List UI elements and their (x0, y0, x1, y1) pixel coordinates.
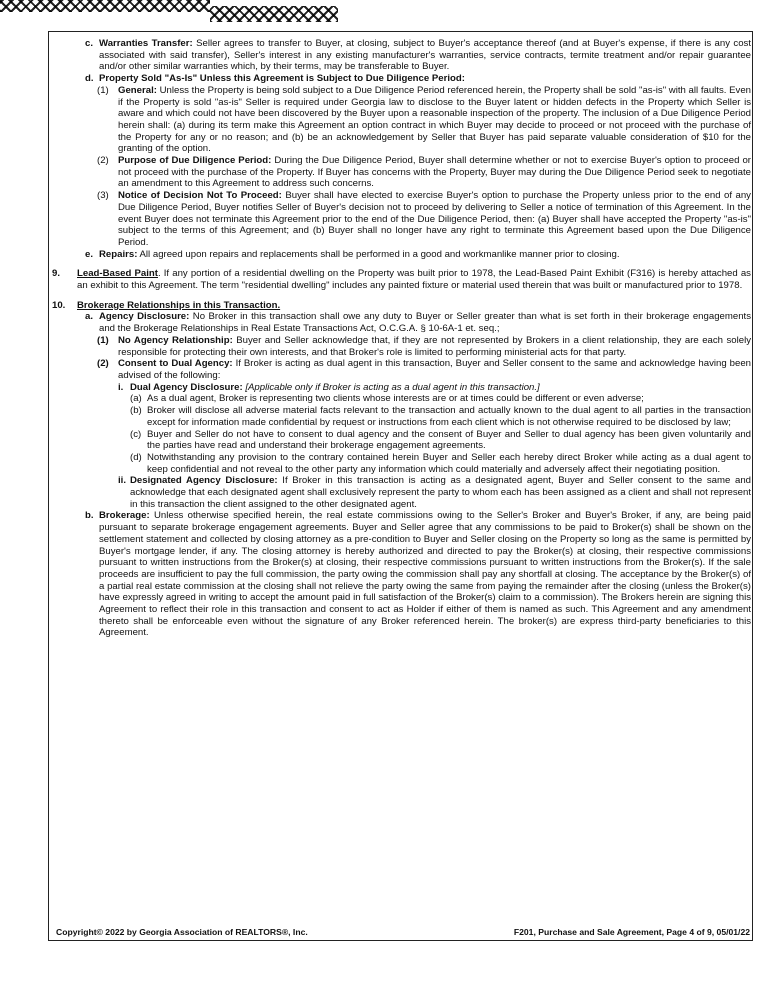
clause-title: Warranties Transfer: (99, 38, 193, 49)
clause-i-a: (a) As a dual agent, Broker is representing two clients whose interests are or at times could be different or even adverse; (52, 393, 751, 405)
document-body (52, 38, 751, 639)
clause-a2-dual-agency: (2) Consent to Dual Agency: If Broker is acting as dual agent in this transaction, Buyer and Seller consent to the same and acknowledge having been advised of the following: (97, 358, 751, 381)
redaction-hatch-left (0, 0, 210, 12)
redaction-hatch-right (210, 6, 338, 22)
section-title: Brokerage Relationships in this Transaction. (77, 299, 281, 311)
clause-title: Designated Agency Disclosure: (130, 475, 278, 487)
clause-i-d: (d) Notwithstanding any provision to the contrary contained herein Buyer and Seller each hereby direct Broker while acting as a dual agent to keep confidential and not reveal to the other party any information which could materially and adversely affect their negotiating position. (130, 451, 751, 475)
clause-title: Brokerage: (99, 510, 150, 522)
section-text: . If any portion of a residential dwelling on the Property was built prior to 1978, the Lead-Based Paint Exhibit (F316) is hereby attached as an exhibit to this Agreement. The term "residential dwelling" includes any painted fixture or material used therein that was built or manufactured prior to 1978. (77, 268, 751, 292)
redaction-bar (0, 0, 210, 22)
clause-a1-no-agency: (1) No Agency Relationship: Buyer and Seller acknowledge that, if they are not represented by Brokers in a client relationship, they are each solely responsible for protecting their own interests, and that Broker's role is limited to performing ministerial acts for that party. (97, 334, 752, 358)
page-footer (56, 927, 750, 937)
clause-i-b: (b) Broker will disclose all adverse material facts relevant to the transaction and actually known to the dual agent to all parties in the transaction except for information made confidential by request or instructions from each client which is not otherwise required to be disclosed by law; (130, 405, 751, 428)
clause-text: During the Due Diligence Period, Buyer shall determine whether or not to exercise Buyer's option to proceed or not proceed with the purchase of the Property. If Buyer has concerns with the Property, Buyer may during the Due Diligence Period seek to negotiate an amendment to this Agreement to address such concerns. (118, 155, 751, 190)
clause-title: No Agency Relationship: (118, 334, 233, 346)
clause-note: [Applicable only if Broker is acting as a dual agent in this transaction.] (242, 381, 540, 393)
footer-form-id: F201, Purchase and Sale Agreement, Page 4 of 9, 05/01/22 (513, 927, 750, 937)
clause-text: Unless otherwise specified herein, the real estate commissions owing to the Seller's Broker and Buyer's Broker, if any, are being paid pursuant to separate brokerage engagement agreements. Buyer and Seller agree that any commissions to be paid to Broker(s) shall be shown on the settlement statement and collected by closing attorney as a pre-condition to Buyer and Seller closing on the Property so long as the same is permitted by Buyer's mortgage lender, if any. The closing attorney is hereby authorized and directed to pay the Broker(s) at closing, their respective commissions pursuant to written instructions from the Broker(s) at closing, their respective commissions pursuant to written instructions from the Broker(s). If the sale proceeds are insufficient to pay the full commission, the party owing the commission shall pay any shortfall at closing. The acceptance by the Broker(s) of a partial real estate commission at the closing shall not relieve the party owing the same from paying the remainder after the closing (unless the Broker(s) have expressly agreed in writing to accept the amount paid in full satisfaction of the Broker(s) claim to a commission). The Brokers herein are signing this Agreement to reflect their role in this transaction and consent to act as Holder if either of them is named as such. This Agreement and any amendment thereto shall be enforceable even without the signature of any Broker referenced herein. The broker(s) are express third-party beneficiaries to this Agreement. (99, 510, 751, 639)
clause-title: Repairs: (99, 248, 138, 260)
section-title: Lead-Based Paint (77, 268, 158, 280)
footer-copyright: Copyright© 2022 by Georgia Association of REALTORS®, Inc. (56, 927, 308, 937)
clause-text: If Broker is acting as dual agent in this transaction, Buyer and Seller consent to the same and acknowledge having been advised of the following: (118, 358, 751, 381)
clause-text: As a dual agent, Broker is representing two clients whose interests are or at times could be different or even adverse; (147, 393, 644, 405)
clause-a-agency: a. Agency Disclosure: No Broker in this transaction shall owe any duty to Buyer or Seller greater than what is set forth in their brokerage engagements and the Brokerage Relationships in Real Estate Transactions Act, O.C.G.A. § 10-6A-1 et. seq.; (85, 311, 751, 335)
clause-text: Buyer and Seller do not have to consent to dual agency and the consent of Buyer and Seller to dual agency has been given voluntarily and the parties have read and understand their brokerage engagement agreements. (147, 428, 751, 452)
clause-i-c: (c) Buyer and Seller do not have to consent to dual agency and the consent of Buyer and Seller to dual agency has been given voluntarily and the parties have read and understand their brokerage engagement agreements. (130, 428, 751, 452)
clause-text: Seller agrees to transfer to Buyer, at closing, subject to Buyer's acceptance thereof (and at Buyer's expense, if there is any cost associated with said transfer), Seller's interest in any existing manufacturer's warranties, service contracts, termite treatment and/or repair guarantee and/or other similar warranties which, by their terms, may be transferable to Buyer. (99, 38, 751, 73)
clause-title: Agency Disclosure: (99, 311, 190, 323)
clause-text: Broker will disclose all adverse material facts relevant to the transaction and actually known to the dual agent to all parties in the transaction except for information made confidential by request or instructions from each client which is not otherwise required to be disclosed by law; (147, 405, 751, 428)
clause-d1-general: (1) General: Unless the Property is being sold subject to a Due Diligence Period referenced herein, the Property shall be sold "as-is" with all faults. Even if the Property is sold "as-is" Seller is required under Georgia law to disclose to the Buyer latent or hidden defects in the Property which Seller is aware and which could not have been discovered by the Buyer upon a reasonable inspection of the property. The inclusion of a Due Diligence Period herein shall: (a) during its term make this Agreement an option contract in which Buyer may decide to proceed or not proceed with the purchase of the Property for any or no reason; and (b) be an acknowledgement by Seller that Buyer has paid separate valuable consideration of $10 for the granting of the option. (97, 84, 751, 155)
clause-text: Buyer and Seller acknowledge that, if they are not represented by Brokers in a client relationship, they are each solely responsible for protecting their own interests, and that Broker's role is limited to performing ministerial acts for that party. (118, 334, 752, 358)
section-10-brokerage: 10. Brokerage Relationships in this Transaction. (52, 299, 281, 311)
clause-i-dual-disclosure: i. Dual Agency Disclosure: [Applicable only if Broker is acting as a dual agent in this transaction.] (118, 381, 540, 393)
clause-text: Buyer shall have elected to exercise Buyer's option to purchase the Property unless prior to the end of any Due Diligence Period, Buyer notifies Seller of Buyer's decision not to proceed by delivering to Seller a notice of termination of this Agreement. In the event Buyer does not terminate this Agreement prior to the end of the Due Diligence Period, then: (a) Buyer shall have accepted the Property "as-is" subject to the terms of this Agreement; and (b) Buyer shall no longer have any right to terminate this Agreement based upon the Due Diligence Period. (118, 190, 751, 248)
clause-text: No Broker in this transaction shall owe any duty to Buyer or Seller greater than what is set forth in their brokerage engagements and the Brokerage Relationships in Real Estate Transactions Act, O.C.G.A. § 10-6A-1 et. seq.; (99, 311, 751, 335)
clause-title: Property Sold "As-Is" Unless this Agreement is Subject to Due Diligence Period: (99, 73, 465, 85)
clause-text: All agreed upon repairs and replacements shall be performed in a good and workmanlike manner prior to closing. (137, 248, 620, 260)
clause-text: If Broker in this transaction is acting as a designated agent, Buyer and Seller consent to the same and acknowledge that each designated agent shall exclusively represent the party to whom each has been assigned as a client and shall not represent in this transaction the client assigned to the other designated agent. (130, 475, 752, 510)
clause-title: Consent to Dual Agency: (118, 358, 233, 370)
clause-title: Purpose of Due Diligence Period: (118, 155, 272, 167)
clause-title: General: (118, 84, 157, 96)
clause-d-as-is: d. Property Sold "As-Is" Unless this Agreement is Subject to Due Diligence Period: (85, 73, 465, 85)
section-9-lead-paint: 9. Lead-Based Paint. If any portion of a residential dwelling on the Property was built prior to 1978, the Lead-Based Paint Exhibit (F316) is hereby attached as an exhibit to this Agreement. The term "residential dwelling" includes any painted fixture or material used therein that was built or manufactured prior to 1978. (52, 268, 751, 292)
clause-text: Notwithstanding any provision to the contrary contained herein Buyer and Seller each hereby direct Broker while acting as a dual agent to keep confidential and not reveal to the other party any information which could materially and adversely affect their negotiating position. (147, 451, 751, 475)
clause-d3-notice: (3) Notice of Decision Not To Proceed: Buyer shall have elected to exercise Buyer's option to purchase the Property unless prior to the end of any Due Diligence Period, Buyer notifies Seller of Buyer's decision not to proceed by delivering to Seller a notice of termination of this Agreement. In the event Buyer does not terminate this Agreement prior to the end of the Due Diligence Period, then: (a) Buyer shall have accepted the Property "as-is" subject to the terms of this Agreement; and (b) Buyer shall no longer have any right to terminate this Agreement based upon the Due Diligence Period. (97, 190, 751, 248)
clause-ii-designated: ii. Designated Agency Disclosure: If Broker in this transaction is acting as a designated agent, Buyer and Seller consent to the same and acknowledge that each designated agent shall exclusively represent the party to whom each has been assigned as a client and shall not represent in this transaction the client assigned to the other designated agent. (118, 475, 752, 510)
clause-c-warranties: c. Warranties Transfer: Seller agrees to transfer to Buyer, at closing, subject to Buyer's acceptance thereof (and at Buyer's expense, if there is any cost associated with said transfer), Seller's interest in any existing manufacturer's warranties, service contracts, termite treatment and/or repair guarantee and/or other similar warranties which, by their terms, may be transferable to Buyer. (85, 38, 751, 73)
clause-d2-purpose: (2) Purpose of Due Diligence Period: During the Due Diligence Period, Buyer shall determine whether or not to exercise Buyer's option to proceed or not proceed with the purchase of the Property. If Buyer has concerns with the Property, Buyer may during the Due Diligence Period seek to negotiate an amendment to this Agreement to address such concerns. (97, 155, 751, 190)
clause-title: Dual Agency Disclosure: (130, 381, 243, 393)
clause-e-repairs: e. Repairs: All agreed upon repairs and replacements shall be performed in a good and workmanlike manner prior to closing. (85, 248, 620, 260)
clause-b-brokerage: b. Brokerage: Unless otherwise specified herein, the real estate commissions owing to the Seller's Broker and Buyer's Broker, if any, are being paid pursuant to separate brokerage engagement agreements. Buyer and Seller agree that any commissions to be paid to Broker(s) shall be shown on the settlement statement and collected by closing attorney as a pre-condition to Buyer and Seller closing on the Property so long as the same is permitted by Buyer's mortgage lender, if any. The closing attorney is hereby authorized and directed to pay the Broker(s) at closing, their respective commissions pursuant to written instructions from the Broker(s) at closing, their respective commissions pursuant to written instructions from the Broker(s). If the sale proceeds are insufficient to pay the full commission, the party owing the commission shall pay any shortfall at closing. The acceptance by the Broker(s) of a partial real estate commission at the closing shall not relieve the party owing the same from paying the remainder after the closing (unless the Broker(s) have expressly agreed in writing to accept the amount paid in full satisfaction of the Broker(s) claim to a commission). The Brokers herein are signing this Agreement to reflect their role in this transaction and consent to act as Holder if either of them is named as such. This Agreement and any amendment thereto shall be enforceable even without the signature of any Broker referenced herein. The broker(s) are express third-party beneficiaries to this Agreement. (85, 510, 751, 639)
clause-text: Unless the Property is being sold subject to a Due Diligence Period referenced herein, the Property shall be sold "as-is" with all faults. Even if the Property is sold "as-is" Seller is required under Georgia law to disclose to the Buyer latent or hidden defects in the Property which Seller is aware and which could not have been discovered by the Buyer upon a reasonable inspection of the property. The inclusion of a Due Diligence Period herein shall: (a) during its term make this Agreement an option contract in which Buyer may decide to proceed or not proceed with the purchase of the Property for any or no reason; and (b) be an acknowledgement by Seller that Buyer has paid separate valuable consideration of $10 for the granting of the option. (118, 84, 751, 155)
clause-title: Notice of Decision Not To Proceed: (118, 190, 282, 202)
